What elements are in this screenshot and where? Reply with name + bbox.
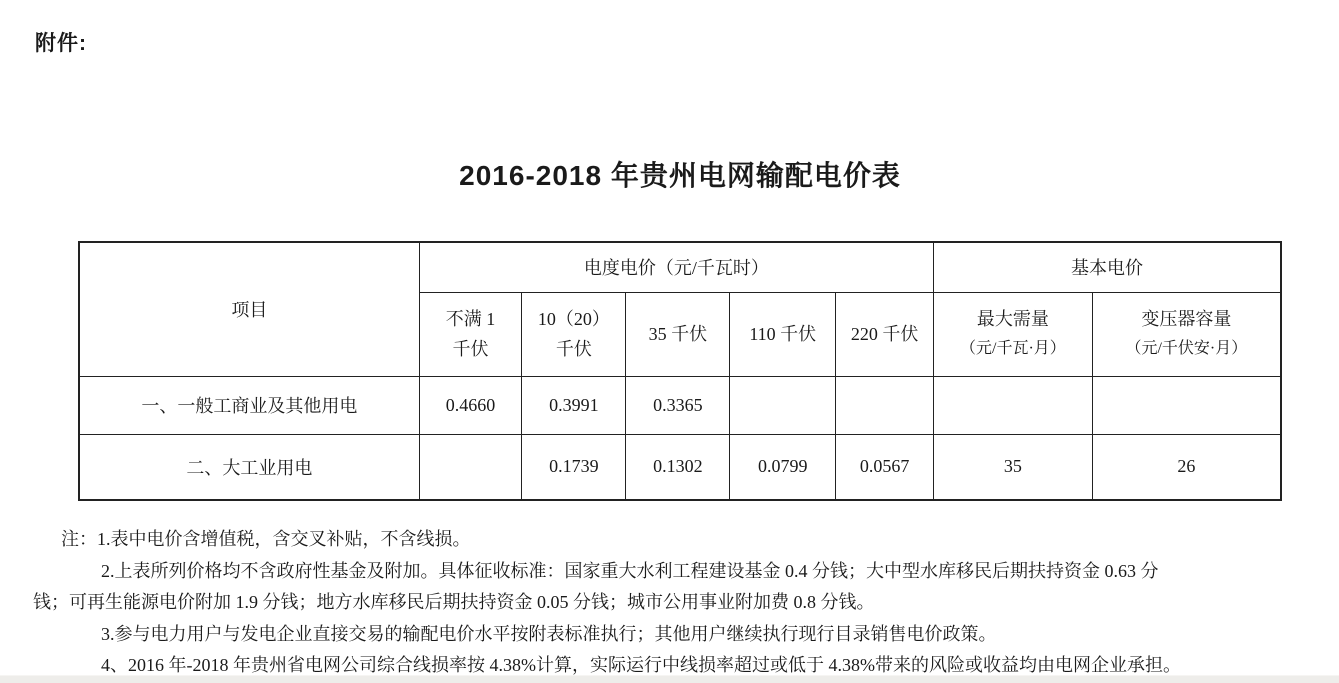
cell-value: 0.1739 (522, 434, 626, 500)
header-col-line2: （元/千瓦·月） (960, 340, 1066, 357)
header-col-line1: 110 千伏 (749, 324, 817, 344)
header-col-line1: 最大需量 (976, 309, 1049, 329)
header-col-line2: （元/千伏安·月） (1125, 340, 1248, 357)
header-col-220kv (836, 292, 934, 376)
document-title: 2016-2018 年贵州电网输配电价表 (459, 160, 901, 191)
note-line-2-wrap: 钱；可再生能源电价附加 1.9 分钱；地方水库移民后期扶持资金 0.05 分钱；城市公用事业附加费 0.8 分钱。 (33, 592, 875, 612)
cell-value (1092, 376, 1281, 434)
header-col-line1: 变压器容量 (1141, 309, 1232, 329)
table-group-header-row (79, 242, 1281, 292)
notes-block (33, 524, 1335, 682)
header-col-110kv (730, 292, 836, 376)
header-col-line2: 千伏 (452, 339, 489, 359)
cell-value: 0.3365 (626, 376, 730, 434)
cell-value: 0.0799 (730, 434, 836, 500)
header-col-transformer-capacity (1092, 292, 1281, 376)
header-col-line1: 35 千伏 (648, 324, 708, 344)
cell-value: 26 (1092, 434, 1281, 500)
cell-value: 0.4660 (419, 376, 522, 434)
row-label: 一、一般工商业及其他用电 (79, 376, 419, 434)
header-col-line1: 220 千伏 (850, 324, 919, 344)
cell-value (836, 376, 934, 434)
note-line-4: 4、2016 年-2018 年贵州省电网公司综合线损率按 4.38%计算，实际运行中线损率超过或低于 4.38%带来的风险或收益均由电网企业承担。 (101, 655, 1181, 675)
note-line-2: 2.上表所列价格均不含政府性基金及附加。具体征收标准：国家重大水利工程建设基金 0.4 分钱；大中型水库移民后期扶持资金 0.63 分 (101, 560, 1159, 581)
header-col-line1: 不满 1 (445, 309, 496, 329)
note-line-1: 注：1.表中电价含增值税，含交叉补贴，不含线损。 (61, 529, 471, 549)
attachment-label: 附件: (35, 32, 87, 55)
header-col-max-demand (934, 292, 1093, 376)
row-label: 二、大工业用电 (79, 434, 419, 500)
table-row (79, 434, 1281, 500)
header-col-10-20kv (522, 292, 626, 376)
cell-value: 0.1302 (626, 434, 730, 500)
header-energy-group-cell: 电度电价（元/千瓦时） (419, 242, 933, 292)
header-col-line2: 千伏 (555, 339, 592, 359)
note-line-3: 3.参与电力用户与发电企业直接交易的输配电价水平按附表标准执行；其他用户继续执行现行目录销售电价政策。 (101, 623, 997, 644)
header-col-35kv (626, 292, 730, 376)
cell-value (730, 376, 836, 434)
header-col-line1: 10（20） (537, 309, 610, 329)
header-item-cell: 项目 (79, 242, 419, 376)
header-basic-group-cell: 基本电价 (934, 242, 1281, 292)
page-bottom-edge (0, 675, 1339, 683)
price-table (78, 241, 1282, 501)
cell-value: 0.0567 (836, 434, 934, 500)
cell-value (934, 376, 1093, 434)
cell-value: 0.3991 (522, 376, 626, 434)
table-row (79, 376, 1281, 434)
header-col-under-1kv (419, 292, 522, 376)
cell-value: 35 (934, 434, 1093, 500)
cell-value (419, 434, 522, 500)
